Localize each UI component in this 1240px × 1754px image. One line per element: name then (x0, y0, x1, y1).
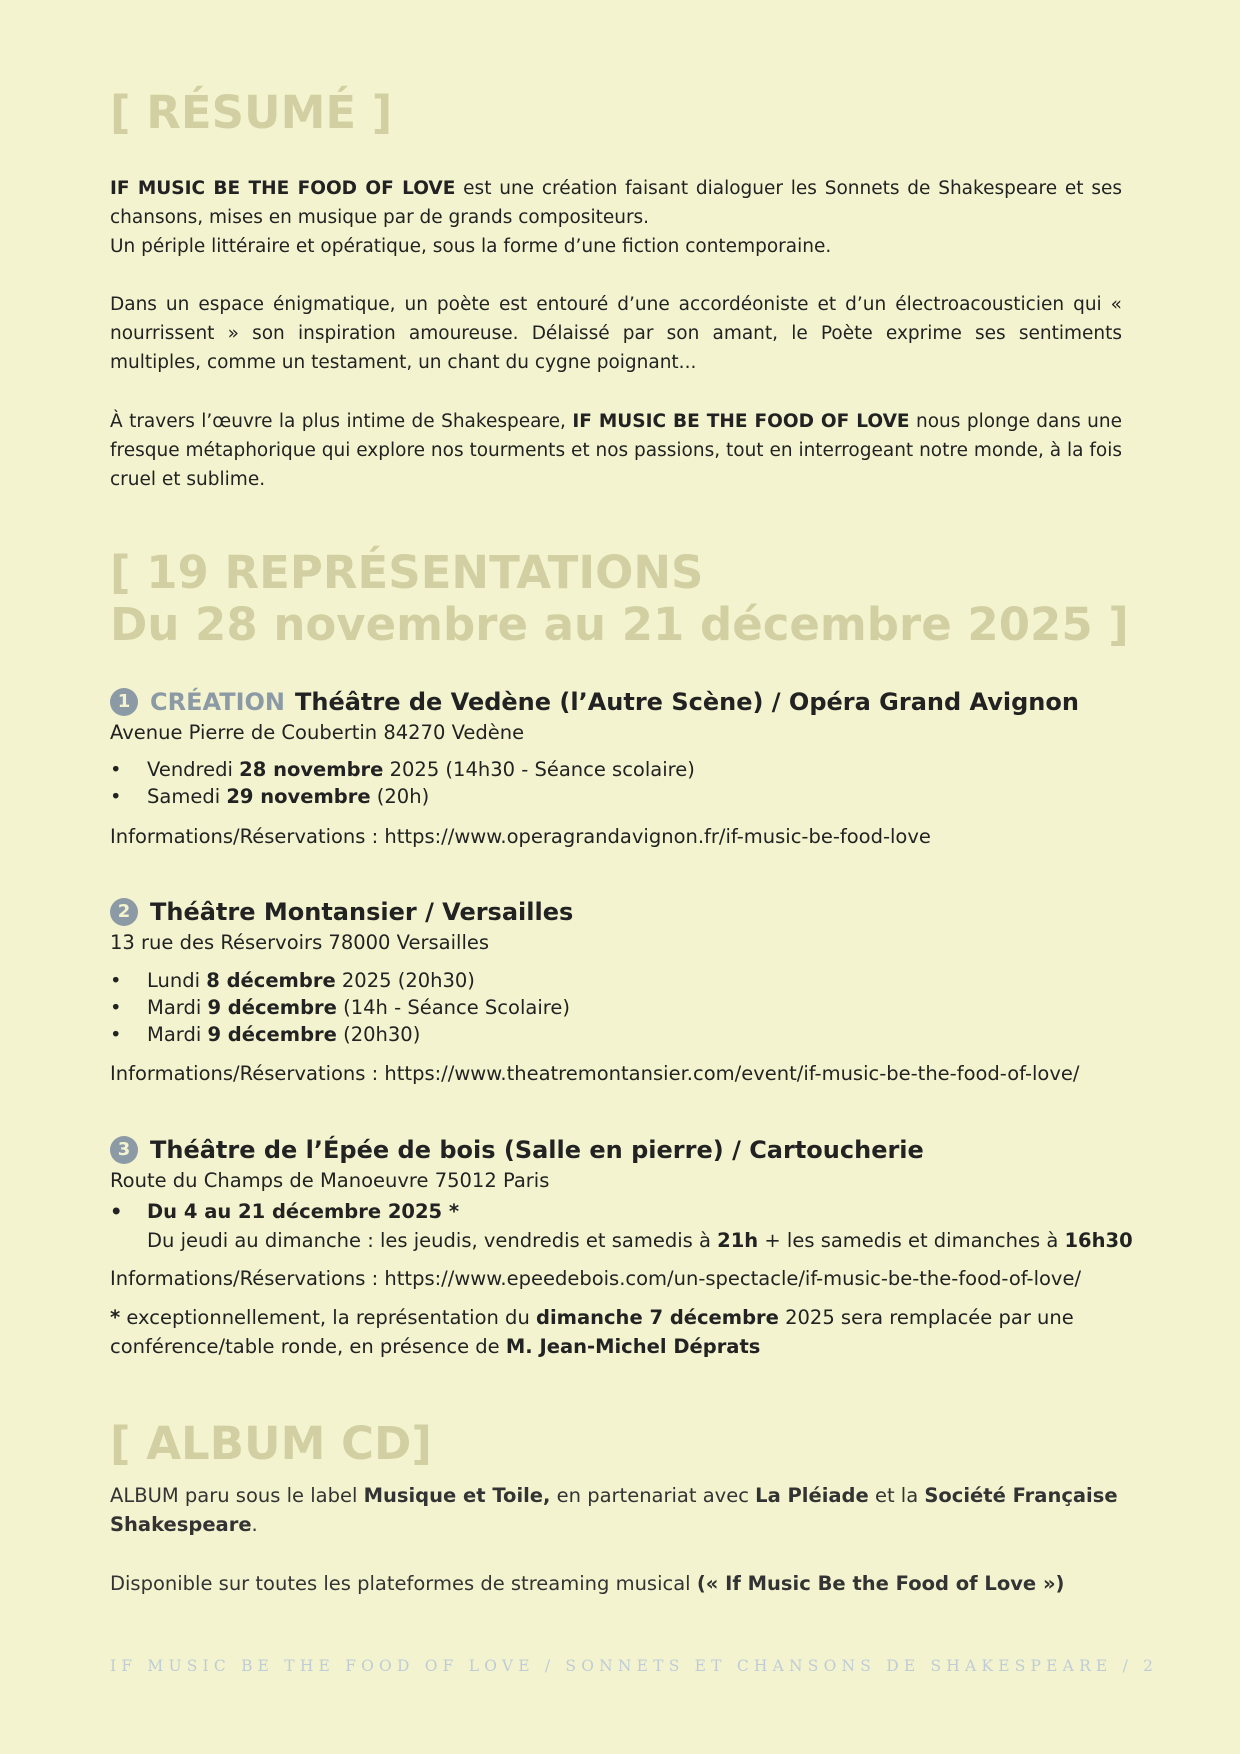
venue-heading (110, 1134, 1122, 1166)
album-paragraph-2: Disponible sur toutes les plateformes de streaming musical (« If Music Be the Food of Love ») (110, 1572, 1065, 1595)
date-item: • Du 4 au 21 décembre 2025 * (110, 1200, 460, 1223)
date-item: • Vendredi 28 novembre 2025 (14h30 - Séance scolaire) (110, 758, 695, 781)
album-paragraph-1: ALBUM paru sous le label Musique et Toile, en partenariat avec La Pléiade et la Société Française Shakespeare. (110, 1484, 1118, 1536)
reservation-info[interactable]: Informations/Réservations : https://www.theatremontansier.com/event/if-music-be-the-food-of-love/ (110, 1062, 1080, 1085)
number-badge-icon: 1 (110, 688, 138, 716)
venue-address: 13 rue des Réservoirs 78000 Versailles (110, 931, 490, 954)
venue-2 (110, 896, 1122, 1089)
album-title: [ ALBUM CD] (110, 1417, 432, 1470)
date-item: • Samedi 29 novembre (20h) (110, 785, 430, 808)
creation-tag: CRÉATION (150, 688, 285, 716)
show-title-strong: IF MUSIC BE THE FOOD OF LOVE (572, 411, 910, 432)
date-list (110, 1198, 1133, 1254)
date-item: • Mardi 9 décembre (20h30) (110, 1023, 421, 1046)
resume-paragraph-2: Dans un espace énigmatique, un poète est entouré d’une accordéoniste et d’un électroacousticien qui « nourrissent » son inspiration amoureuse. Délaissé par son amant, le Poète exprime ses sentiments multiples, comme un testament, un chant du cygne poignant... (110, 294, 1122, 373)
venue-name: Théâtre Montansier / Versailles (150, 898, 574, 926)
venue-address: Route du Champs de Manoeuvre 75012 Paris (110, 1169, 550, 1192)
date-item: • Mardi 9 décembre (14h - Séance Scolaire) (110, 996, 570, 1019)
schedule-line: Du jeudi au dimanche : les jeudis, vendredis et samedis à 21h + les samedis et dimanches à 16h30 (147, 1229, 1133, 1252)
date-item: • Lundi 8 décembre 2025 (20h30) (110, 969, 475, 992)
date-list (110, 756, 1122, 810)
resume-paragraph-3: À travers l’œuvre la plus intime de Shakespeare, IF MUSIC BE THE FOOD OF LOVE nous plonge dans une fresque métaphorique qui explore nos tourments et nos passions, tout en interrogeant notre monde, à la fois cruel et sublime. (110, 411, 1123, 490)
representations-title: [ 19 REPRÉSENTATIONS Du 28 novembre au 21 décembre 2025 ] (110, 546, 1129, 651)
resume-paragraph-1: IF MUSIC BE THE FOOD OF LOVE est une création faisant dialoguer les Sonnets de Shakespeare et ses chansons, mises en musique par de grands compositeurs. Un périple littéraire et opératique, sous la forme d’une fiction contemporaine. (110, 178, 1122, 257)
show-title-strong: IF MUSIC BE THE FOOD OF LOVE (110, 178, 456, 199)
page-footer: IF MUSIC BE THE FOOD OF LOVE / SONNETS ET CHANSONS DE SHAKESPEARE / 2 (110, 1657, 1159, 1675)
reservation-info[interactable]: Informations/Réservations : https://www.epeedebois.com/un-spectacle/if-music-be-the-food-of-love/ (110, 1267, 1082, 1290)
resume-title: [ RÉSUMÉ ] (110, 86, 393, 139)
venue-name: Théâtre de l’Épée de bois (Salle en pierre) / Cartoucherie (150, 1136, 924, 1164)
venue-address: Avenue Pierre de Coubertin 84270 Vedène (110, 721, 525, 744)
venue-heading (110, 686, 1122, 718)
venue-3 (110, 1134, 1133, 1361)
date-list (110, 967, 1122, 1048)
venue-1 (110, 686, 1122, 852)
footnote: * exceptionnellement, la représentation du dimanche 7 décembre 2025 sera remplacée par une conférence/table ronde, en présence de M. Jean-Michel Déprats (110, 1306, 1074, 1358)
reservation-info[interactable]: Informations/Réservations : https://www.operagrandavignon.fr/if-music-be-food-love (110, 825, 931, 848)
venue-heading (110, 896, 1122, 928)
number-badge-icon: 2 (110, 898, 138, 926)
venue-name: Théâtre de Vedène (l’Autre Scène) / Opéra Grand Avignon (295, 688, 1079, 716)
number-badge-icon: 3 (110, 1136, 138, 1164)
